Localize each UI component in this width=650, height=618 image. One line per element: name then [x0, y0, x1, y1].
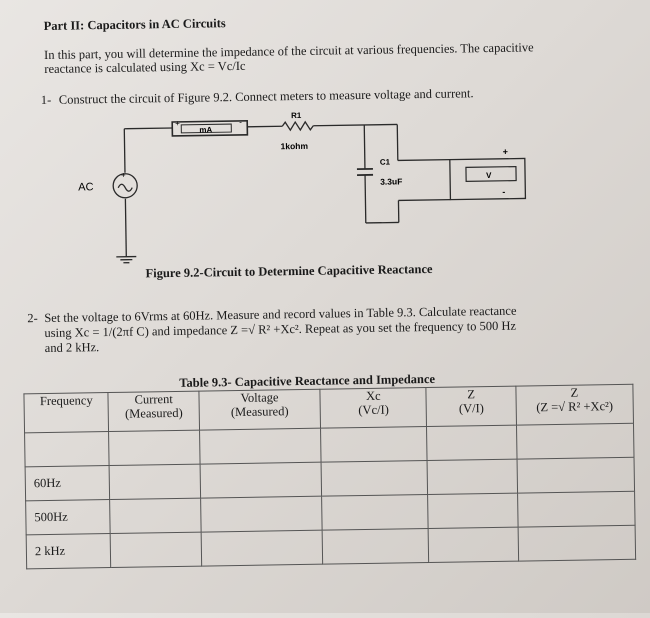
capacitor-value: 3.3uF: [380, 176, 402, 186]
header-z-measured: Z (V/I): [426, 386, 516, 426]
header-z-calculated: Z (Z =√ R² +Xc²): [516, 384, 634, 425]
cell-current[interactable]: [110, 498, 201, 533]
resistor-value: 1kohm: [281, 141, 309, 151]
circuit-diagram: [97, 108, 549, 265]
part-title: Part II: Capacitors in AC Circuits: [44, 16, 226, 34]
data-table: [23, 384, 636, 570]
cell-xc[interactable]: [322, 529, 429, 565]
cell-voltage[interactable]: [200, 496, 322, 532]
cell-xc[interactable]: [322, 495, 429, 531]
ac-source-label: AC: [78, 181, 94, 193]
voltmeter-plus: +: [503, 147, 508, 157]
row-frequency: 60Hz: [25, 466, 110, 501]
cell-current[interactable]: [111, 532, 202, 567]
resistor-name: R1: [291, 111, 302, 120]
cell-z-calc[interactable]: [518, 525, 636, 561]
voltmeter-label: V: [486, 171, 492, 180]
intro-line-1: In this part, you will determine the impedance of the circuit at various frequencies. The capacitive: [44, 40, 534, 62]
ammeter-plus: +: [175, 119, 180, 128]
cell-voltage[interactable]: [201, 530, 323, 566]
step2-line-1: Set the voltage to 6Vrms at 60Hz. Measure and record values in Table 9.3. Calculate reactance: [44, 304, 516, 325]
ammeter-minus: -: [239, 118, 242, 127]
intro-line-2: reactance is calculated using Xc = Vc/Ic: [44, 59, 245, 76]
cell-z-calc[interactable]: [517, 491, 635, 527]
ammeter-label: mA: [199, 125, 212, 134]
resistor-r1: [282, 122, 313, 130]
header-voltage: Voltage (Measured): [199, 389, 321, 430]
header-frequency: Frequency: [24, 393, 109, 433]
step1-text: Construct the circuit of Figure 9.2. Connect meters to measure voltage and current.: [59, 86, 474, 107]
header-current: Current (Measured): [108, 391, 199, 431]
header-xc: Xc (Vc/I): [320, 388, 427, 429]
cell-z[interactable]: [429, 527, 519, 562]
cell-z[interactable]: [428, 493, 518, 528]
step2-line-3: and 2 kHz.: [45, 340, 100, 355]
voltmeter-minus: -: [502, 187, 505, 197]
ac-source-plus: +: [121, 171, 126, 180]
cell-z[interactable]: [428, 459, 518, 494]
row-frequency: 500Hz: [26, 500, 111, 535]
row-frequency: 2 kHz: [26, 534, 111, 569]
table-title: Table 9.3- Capacitive Reactance and Impedance: [179, 372, 435, 391]
step2-line-2: using Xc = 1/(2πf C) and impedance Z =√ R² +Xc². Repeat as you set the frequency to 500 Hz: [44, 319, 516, 340]
capacitor-name: C1: [380, 158, 391, 167]
step2-number: 2-: [27, 311, 38, 325]
cell-xc[interactable]: [321, 461, 428, 497]
cell-z-calc[interactable]: [517, 457, 635, 493]
cell-voltage[interactable]: [200, 462, 322, 498]
figure-caption: Figure 9.2-Circuit to Determine Capacitive Reactance: [145, 262, 432, 282]
cell-current[interactable]: [110, 464, 201, 499]
step1-number: 1-: [41, 93, 52, 107]
